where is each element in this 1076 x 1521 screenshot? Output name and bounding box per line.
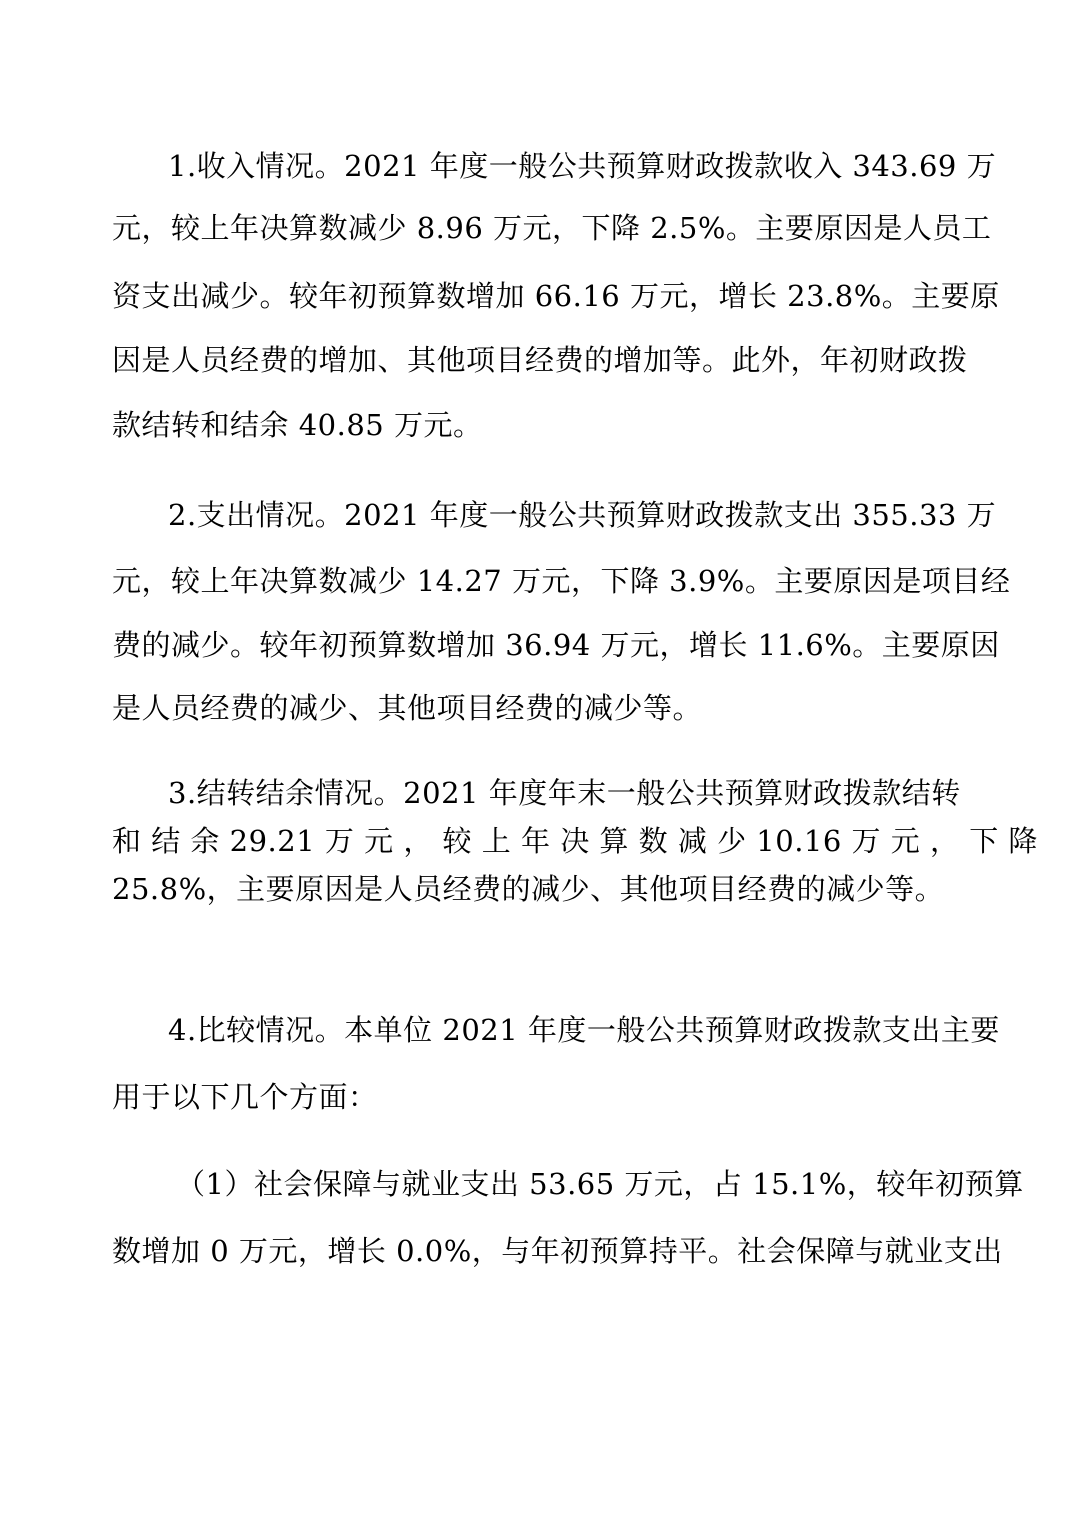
comparison-line-1: 4.比较情况。本单位 2021 年度一般公共预算财政拨款支出主要 <box>168 1013 1000 1047</box>
carryover-line-3: 25.8%，主要原因是人员经费的减少、其他项目经费的减少等。 <box>112 872 945 906</box>
income-line-5: 款结转和结余 40.85 万元。 <box>112 408 483 442</box>
income-line-2: 元，较上年决算数减少 8.96 万元，下降 2.5%。主要原因是人员工 <box>112 211 992 245</box>
social-security-line-2: 数增加 0 万元，增长 0.0%，与年初预算持平。社会保障与就业支出 <box>112 1234 1003 1268</box>
expenditure-line-2: 元，较上年决算数减少 14.27 万元，下降 3.9%。主要原因是项目经 <box>112 564 1011 598</box>
comparison-line-2: 用于以下几个方面： <box>112 1080 378 1114</box>
income-line-4: 因是人员经费的增加、其他项目经费的增加等。此外，年初财政拨 <box>112 343 968 377</box>
expenditure-line-1: 2.支出情况。2021 年度一般公共预算财政拨款支出 355.33 万 <box>168 498 997 532</box>
carryover-line-1: 3.结转结余情况。2021 年度年末一般公共预算财政拨款结转 <box>168 776 961 810</box>
expenditure-line-3: 费的减少。较年初预算数增加 36.94 万元，增长 11.6%。主要原因 <box>112 628 1000 662</box>
social-security-line-1: （1）社会保障与就业支出 53.65 万元，占 15.1%，较年初预算 <box>176 1167 1024 1201</box>
income-line-1: 1.收入情况。2021 年度一般公共预算财政拨款收入 343.69 万 <box>168 149 997 183</box>
expenditure-line-4: 是人员经费的减少、其他项目经费的减少等。 <box>112 691 703 725</box>
carryover-line-2: 和 结 余 29.21 万 元 ， 较 上 年 决 算 数 减 少 10.16 万 元 ， 下 降 <box>112 824 1038 858</box>
income-line-3: 资支出减少。较年初预算数增加 66.16 万元，增长 23.8%。主要原 <box>112 279 1000 313</box>
